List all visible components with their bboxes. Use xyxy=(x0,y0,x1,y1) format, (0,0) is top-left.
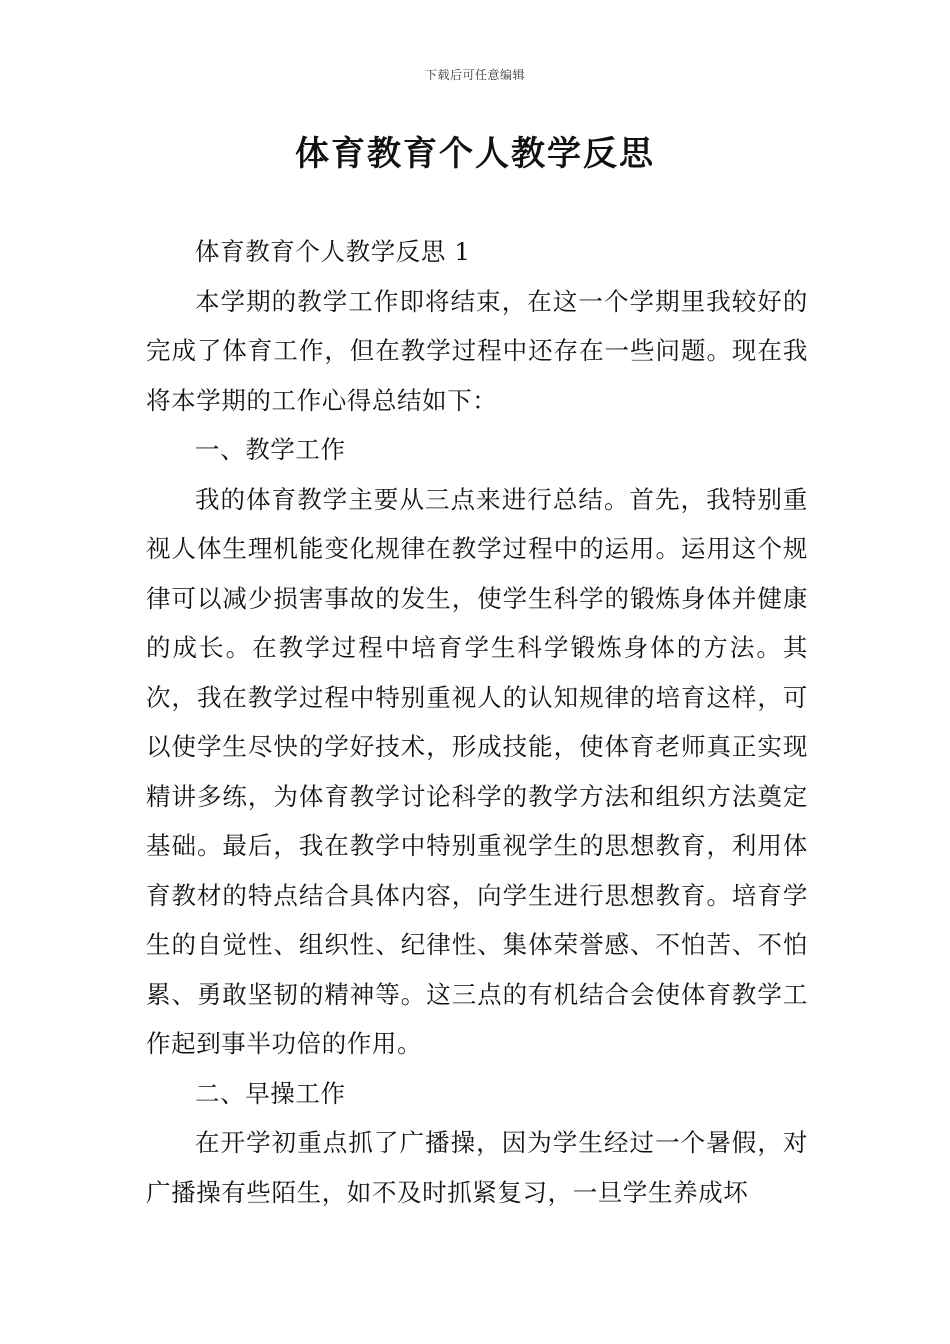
section-heading: 二、早操工作 xyxy=(195,1078,346,1108)
document-body xyxy=(146,227,808,1217)
document-title: 体育教育个人教学反思 xyxy=(295,134,655,174)
body-paragraph: 在开学初重点抓了广播操，因为学生经过一个暑假，对广播操有些陌生，如不及时抓紧复习，一旦学生养成坏 xyxy=(146,1128,808,1207)
body-paragraph: 我的体育教学主要从三点来进行总结。首先，我特别重视人体生理机能变化规律在教学过程中的运用。运用这个规律可以减少损害事故的发生，使学生科学的锻炼身体并健康的成长。在教学过程中培育学生科学锻炼身体的方法。其次，我在教学过程中特别重视人的认知规律的培育这样，可以使学生尽快的学好技术，形成技能，使体育老师真正实现精讲多练，为体育教学讨论科学的教学方法和组织方法奠定基础。最后，我在教学中特别重视学生的思想教育，利用体育教材的特点结合具体内容，向学生进行思想教育。培育学生的自觉性、组织性、纪律性、集体荣誉感、不怕苦、不怕累、勇敢坚韧的精神等。这三点的有机结合会使体育教学工作起到事半功倍的作用。 xyxy=(146,484,808,1058)
section-heading: 体育教育个人教学反思 1 xyxy=(195,237,471,266)
section-heading: 一、教学工作 xyxy=(195,435,346,464)
body-paragraph: 本学期的教学工作即将结束，在这一个学期里我较好的完成了体育工作，但在教学过程中还存在一些问题。现在我将本学期的工作心得总结如下： xyxy=(146,286,808,415)
header-note: 下载后可任意编辑 xyxy=(424,68,525,82)
